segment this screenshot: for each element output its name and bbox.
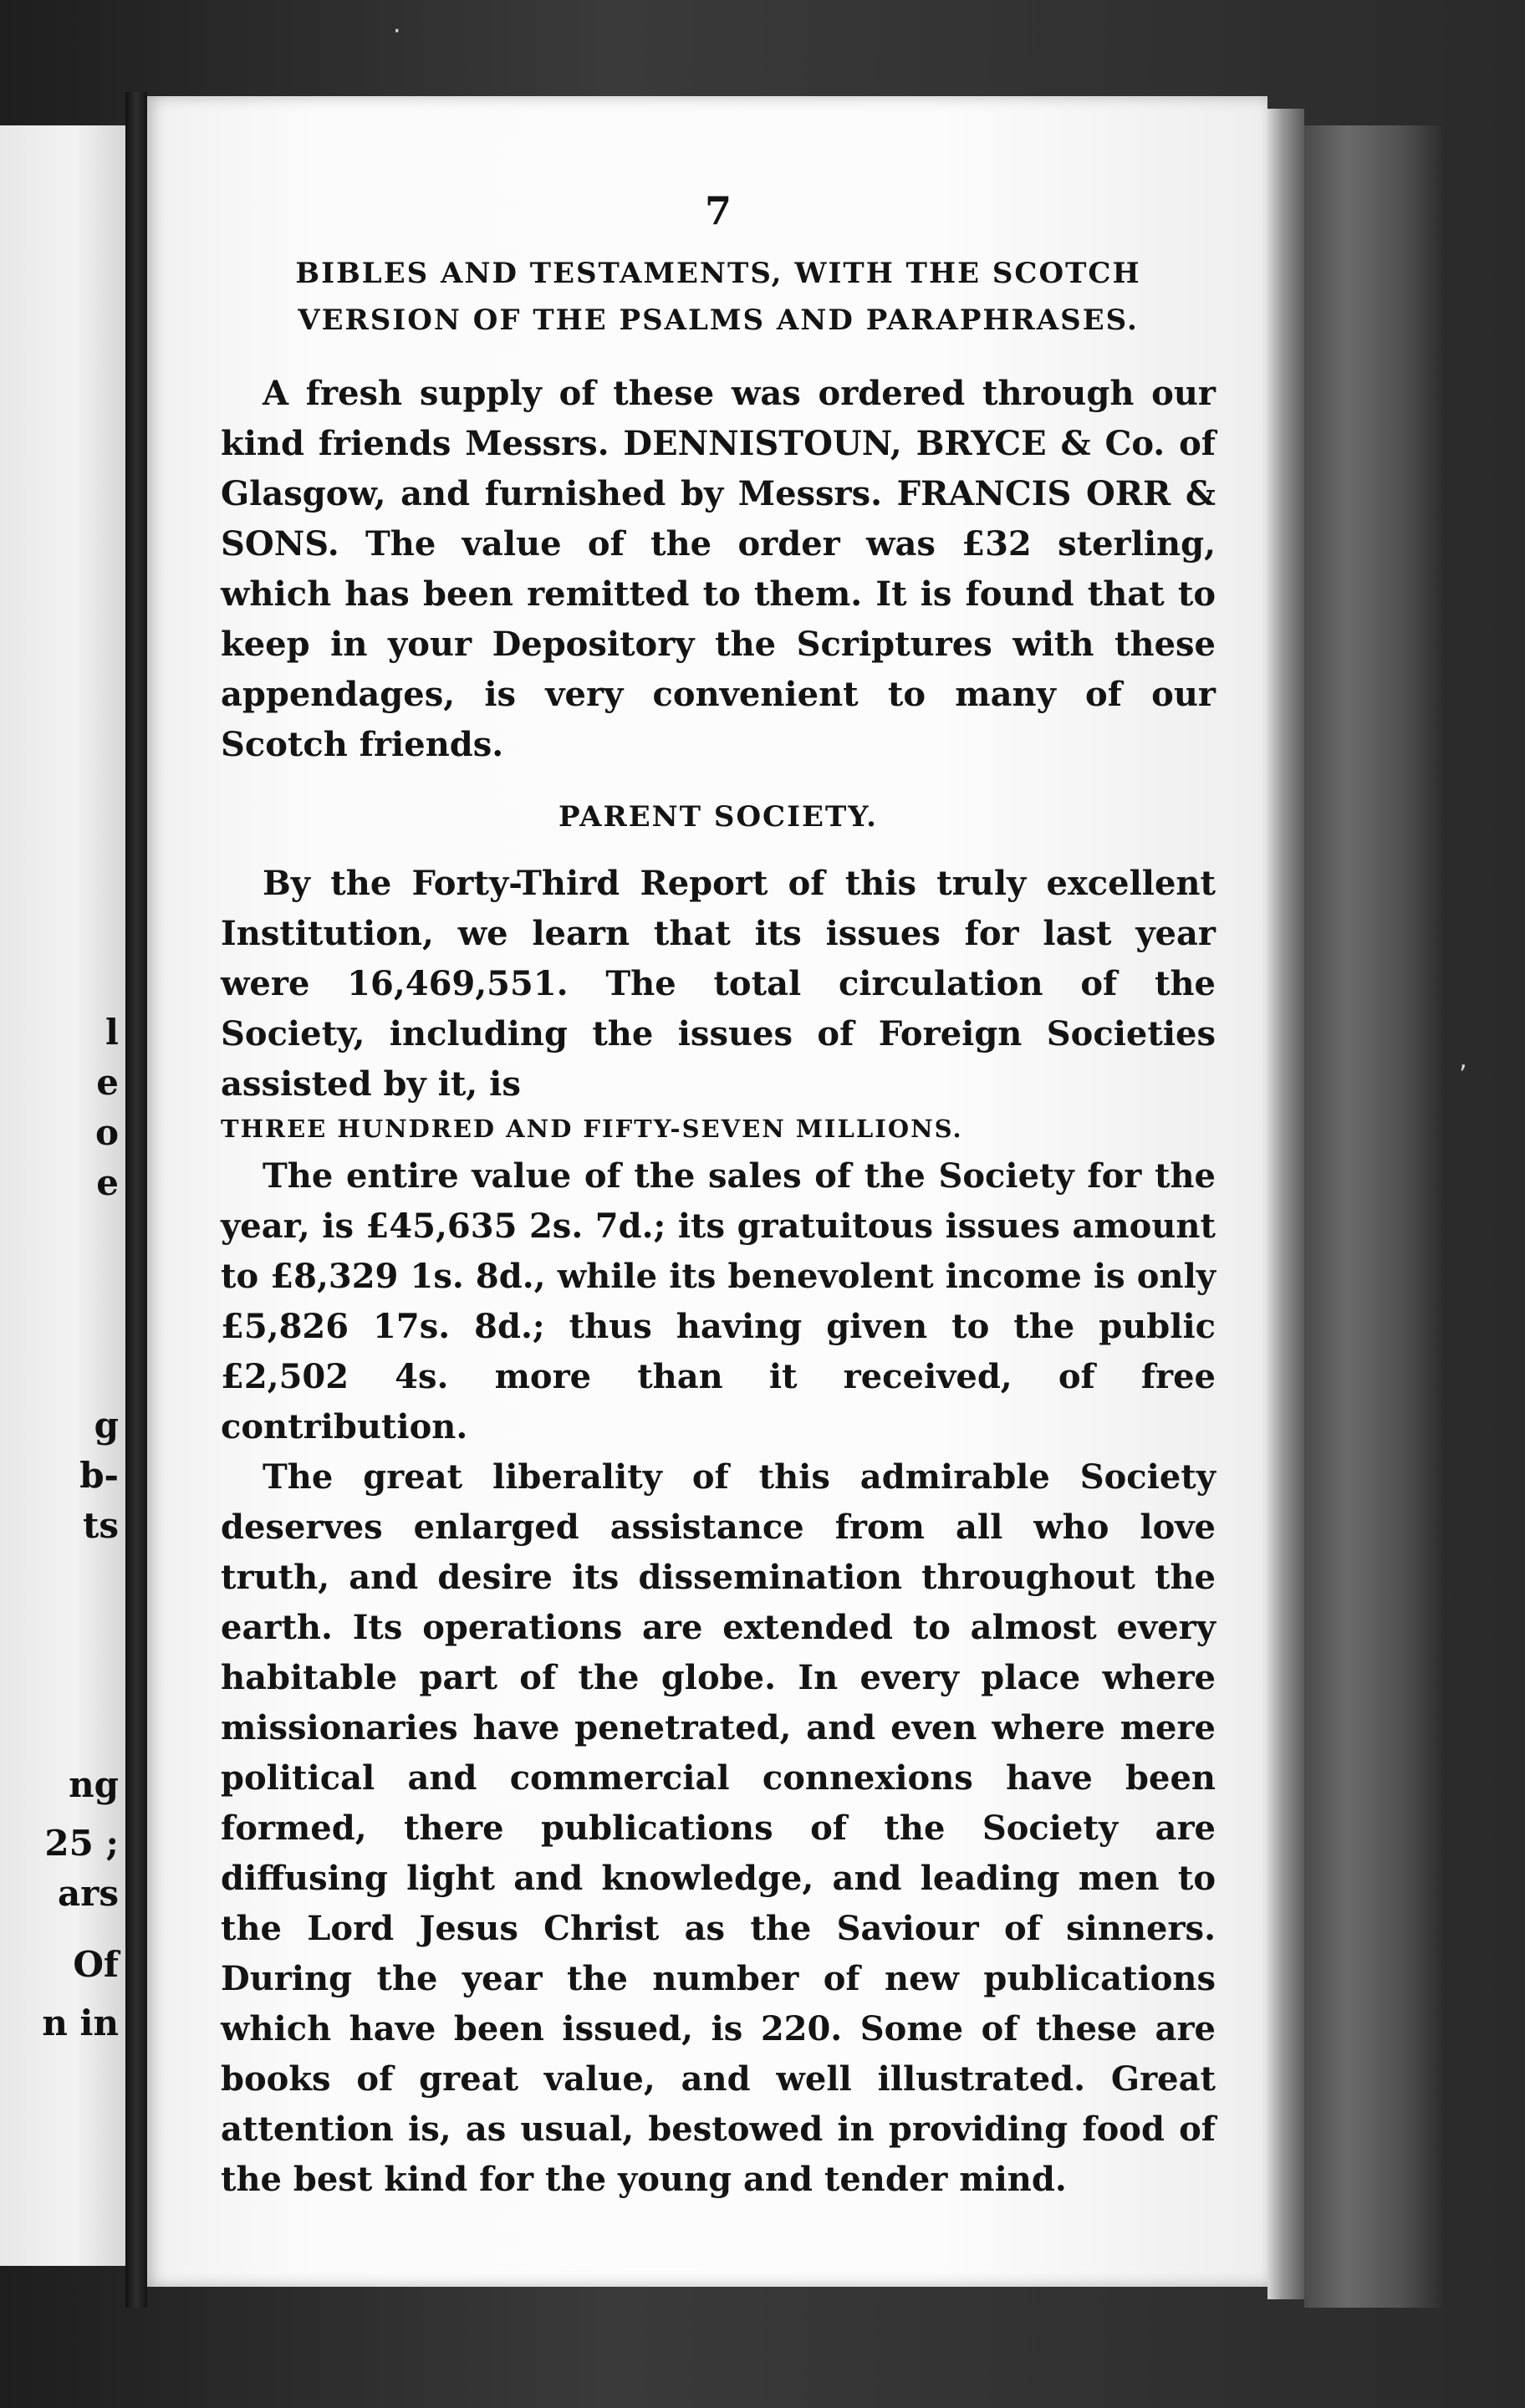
left-fragment: g (94, 1405, 119, 1446)
paragraph-sales-value: The entire value of the sales of the Society for the year, is £45,635 2s. 7d.; its gratuitous issues amount to £8,329 1s. 8d., while its benevolent income is only £5,826 17s. 8d.; thus having given to the public £2,502 4s. more than it received, of free contribution. (221, 1156, 1216, 1446)
left-fragment: n in (42, 2002, 119, 2043)
dust-speck: ‚ (1459, 1045, 1467, 1074)
left-fragment: o (94, 1112, 119, 1153)
section-heading-bibles (221, 250, 1216, 344)
left-fragment: ts (82, 1505, 119, 1546)
left-fragment: Of (73, 1944, 119, 1985)
left-fragment: b- (79, 1455, 119, 1496)
left-fragment: ng (69, 1764, 119, 1805)
book-cover-side (1304, 125, 1446, 2308)
page-text (221, 188, 1216, 2205)
left-fragment: e (96, 1162, 119, 1203)
dust-speck: · (393, 17, 401, 46)
left-fragment: ars (58, 1873, 119, 1914)
page-edges (1267, 109, 1304, 2299)
paragraph-liberality: The great liberality of this admirable Society deserves enlarged assistance from all who love truth, and desire its dissemination throughout the earth. Its operations are extended to almost every habitable part of the globe. In every place where missionaries have penetrated, and even where mere political and commercial connexions have been formed, there publications of the Society are diffusing light and knowledge, and leading men to the Lord Jesus Christ as the Saviour of sinners. During the year the number of new publications which have been issued, is 220. Some of these are books of great value, and well illustrated. Great attention is, as usual, bestowed in providing food of the best kind for the young and tender mind. (221, 1457, 1216, 2199)
book-page (147, 96, 1267, 2287)
left-fragment: l (105, 1012, 119, 1053)
book-gutter (125, 92, 147, 2308)
left-page-text-fragments (0, 125, 125, 2266)
emphasis-three-hundred-millions: THREE HUNDRED AND FIFTY-SEVEN MILLIONS. (221, 1115, 963, 1143)
paragraph-forty-third-report: By the Forty-Third Report of this truly excellent Institution, we learn that its issues for last year were 16,469,551. The total circulation of the Society, including the issues of Foreign Societies assisted by it, is (221, 864, 1216, 1104)
heading-line: BIBLES AND TESTAMENTS, WITH THE SCOTCH (295, 257, 1141, 290)
left-fragment: e (96, 1062, 119, 1103)
left-fragment: 25 ; (44, 1823, 119, 1864)
left-page (0, 125, 130, 2266)
paragraph-fresh-supply: A fresh supply of these was ordered through our kind friends Messrs. DENNISTOUN, BRYCE & Co. of Glasgow, and furnished by Messrs. FRANCIS ORR & SONS. The value of the order was £32 sterling, which has been remitted to them. It is found that to keep in your Depository the Scriptures with these appendages, is very convenient to many of our Scotch friends. (221, 374, 1216, 764)
section-heading-parent-society: PARENT SOCIETY. (558, 800, 878, 834)
page-number: 7 (704, 188, 732, 233)
heading-line: VERSION OF THE PSALMS AND PARAPHRASES. (298, 304, 1139, 337)
